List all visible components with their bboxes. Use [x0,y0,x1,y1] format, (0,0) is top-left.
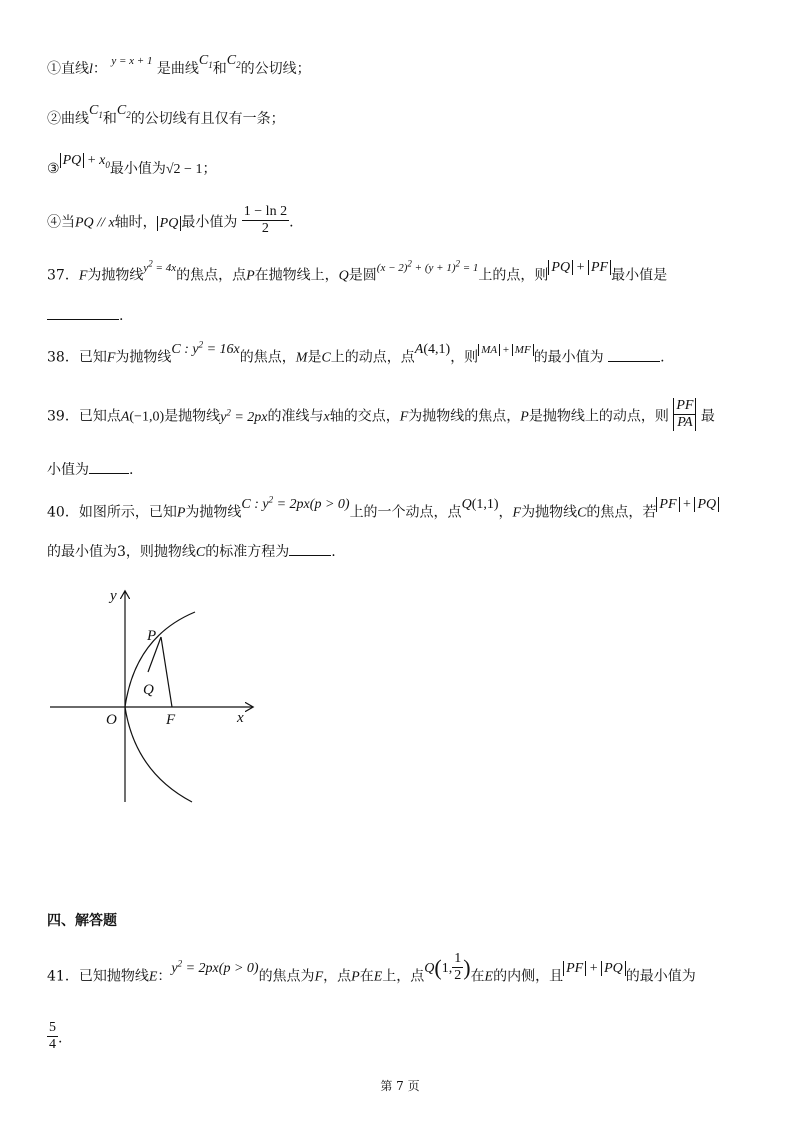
statement-1: ①直线l： $^{y = x + 1}$ 是曲线$C_1$和$C_2$的公切线； [47,53,311,77]
segment-pf [161,637,172,707]
question-41: 41．已知抛物线E：$y^2 = 2px(p > 0)$的焦点为F，点P在E上，点Q(1, $\frac{1}{2}$ )在E的内侧，且PF + PQ的最小值为 [47,951,696,985]
label-O: O [106,712,117,728]
answer-blank[interactable] [608,347,660,362]
question-41-answer: $\frac{5}{4}$ . [49,1020,63,1052]
question-39-cont: 小值为 . [47,459,757,481]
statement-3: ③PQ + $x_0$最小值为√2 − 1； [47,153,217,177]
label-x: x [237,710,244,726]
question-39: 39．已知点A(−1,0)是抛物线$y^2 = 2px$的准线与x轴的交点，F为抛物线的焦点，P是抛物线上的动点，则 $\frac{PF}{PA}$ 最 [47,398,715,430]
statement-4: ④当PQ // x轴时， PQ 最小值为 $\frac{1 - \ln 2}{2}$ . [47,204,294,236]
question-38: 38．已知F为抛物线C : $y^2 = 16x$的焦点，M是C上的动点，点A(4,1)，则 $^{MA + MF}$ 的最小值为 . [47,339,665,366]
label-Q: Q [143,682,154,698]
fraction-five-quarters: $\frac{5}{4}$ [49,1020,56,1052]
fraction-one-half: $\frac{1}{2}$ [454,951,462,983]
label-y: y [110,588,117,604]
label-F: F [166,712,176,728]
answer-blank[interactable] [89,459,129,474]
statement-2: ②曲线$C_1$和$C_2$的公切线有且仅有一条； [47,103,285,127]
fraction-1-ln2-over-2: $\frac{1 - \ln 2}{2}$ [243,204,288,236]
parabola-figure [40,582,270,812]
question-37-blank: . [47,305,757,327]
tangent-line-eq: y = x + 1 [111,55,153,67]
question-40-cont: 的最小值为3，则抛物线C的标准方程为 . [47,541,757,564]
section-heading: 四、解答题 [47,913,117,929]
answer-blank[interactable] [47,305,119,320]
label-P: P [147,628,157,644]
fraction-pf-over-pa: $\frac{PF}{PA}$ [673,398,696,431]
page-footer: 第 7 页 [380,1079,420,1093]
answer-blank[interactable] [289,541,331,556]
question-40: 40．如图所示，已知P为抛物线C : $y^2 = 2px(p > 0)$上的一个动点，点Q(1,1)，F为抛物线C的焦点，若PF + PQ [47,497,757,525]
question-37: 37．F为抛物线$^{y^2 = 4x}$的焦点，点P在抛物线上，Q是圆$^{(x - 2)^2 + (y + 1)^2 = 1}$上的点，则PQ + PF最小值是 [47,258,668,284]
